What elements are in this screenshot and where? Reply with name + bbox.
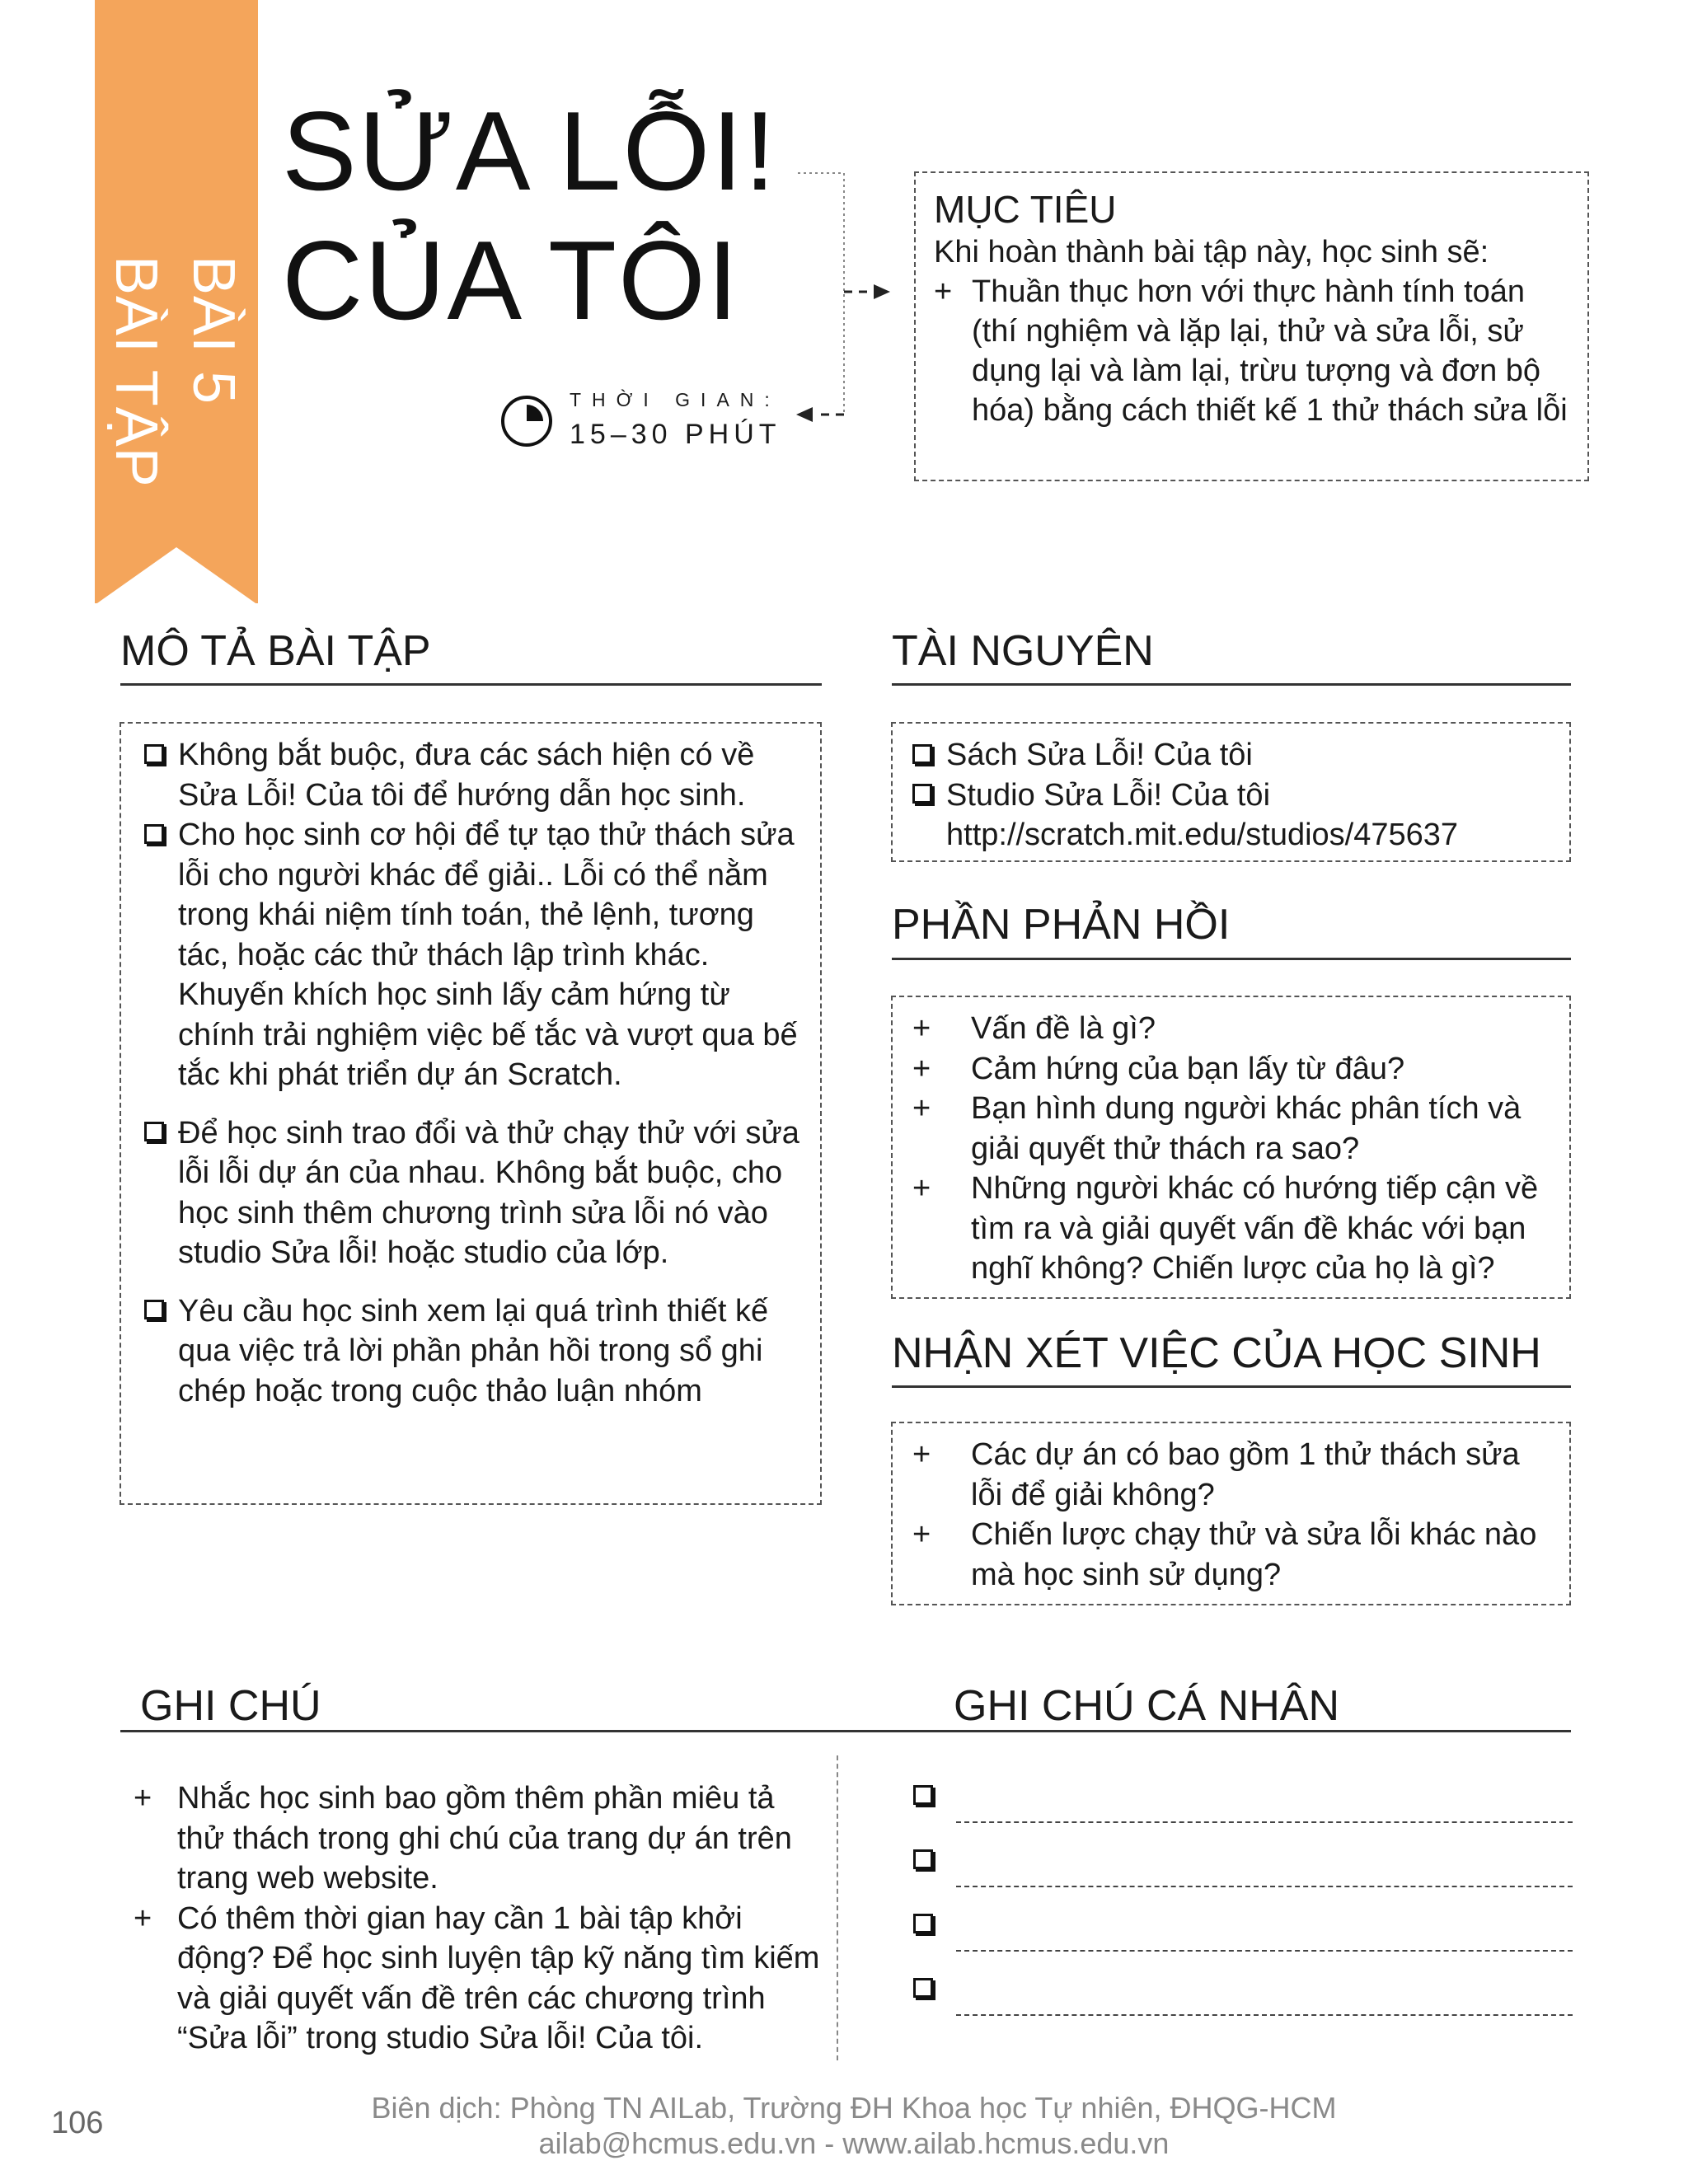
resource-item-text: Sách Sửa Lỗi! Của tôi (946, 738, 1253, 772)
resource-item-text: Studio Sửa Lỗi! Của tôi (946, 777, 1271, 813)
evaluation-box (891, 1422, 1571, 1605)
resources-heading: TÀI NGUYÊN (892, 627, 1154, 675)
description-box (120, 722, 822, 1505)
description-item-text: Để học sinh trao đổi và thử chạy thử với sửa lỗi lỗi dự án của nhau. Không bắt buộc, cho học sinh thêm chương trình sửa lỗi nó vào studio Sửa lỗi! hoặc studio của lớp. (178, 1115, 799, 1270)
description-item-text: Không bắt buộc, đưa các sách hiện có về Sửa Lỗi! Của tôi để hướng dẫn học sinh. (178, 738, 755, 813)
goal-item (934, 272, 1569, 430)
checkbox-icon (144, 824, 164, 844)
goal-title: MỤC TIÊU (934, 188, 1117, 231)
resources-box (891, 722, 1571, 862)
notes-rule (120, 1730, 1571, 1732)
plus-icon: + (934, 274, 953, 309)
list-item (144, 1291, 805, 1412)
notes-divider (837, 1755, 838, 2060)
plus-icon: + (912, 1051, 931, 1086)
goal-item-text: Thuần thục hơn với thực hành tính toán (thí nghiệm và lặp lại, thử và sửa lỗi, sử dụng lại và làm lại, trừu tượng và đơn bộ hóa) bằng cách thiết kế 1 thử thách sửa lỗi (972, 274, 1568, 428)
checkbox-icon (912, 744, 932, 764)
studio-link[interactable]: http://scratch.mit.edu/studios/475637 (946, 818, 1459, 852)
feedback-item-text: Cảm hứng của bạn lấy từ đâu? (971, 1051, 1405, 1086)
ribbon-lesson-number: BÀI 5 (181, 255, 246, 405)
list-item (912, 776, 1553, 855)
personal-note-line[interactable] (913, 1846, 1573, 1887)
evaluation-item-text: Các dự án có bao gồm 1 thử thách sửa lỗi để giải không? (971, 1437, 1520, 1512)
list-item (144, 735, 805, 815)
plus-icon: + (912, 1011, 931, 1046)
description-item-text: Yêu cầu học sinh xem lại quá trình thiết kế qua việc trả lời phần phản hồi trong sổ ghi chép hoặc trong cuộc thảo luận nhóm (178, 1293, 769, 1408)
notes-item-text: Nhắc học sinh bao gồm thêm phần miêu tả thử thách trong ghi chú của trang dự án trên trang web website. (177, 1781, 792, 1896)
evaluation-rule (892, 1385, 1571, 1388)
list-item (912, 1049, 1553, 1090)
description-heading: MÔ TẢ BÀI TẬP (120, 627, 431, 675)
resources-rule (892, 683, 1571, 686)
description-rule (120, 683, 822, 686)
time-value: 15–30 PHÚT (570, 419, 781, 450)
checkbox-icon (912, 784, 932, 804)
personal-note-line[interactable] (913, 1975, 1573, 2016)
checkbox-icon (144, 1122, 164, 1141)
footer-contact: ailab@hcmus.edu.vn - www.ailab.hcmus.edu.vn (538, 2126, 1170, 2160)
feedback-item-text: Vấn đề là gì? (971, 1011, 1156, 1046)
personal-notes-heading: GHI CHÚ CÁ NHÂN (954, 1682, 1340, 1730)
personal-note-line[interactable] (913, 1910, 1573, 1952)
plus-icon: + (134, 1781, 152, 1816)
feedback-item-text: Bạn hình dung người khác phân tích và giải quyết thử thách ra sao? (971, 1091, 1522, 1166)
list-item (144, 815, 805, 1095)
feedback-item-text: Những người khác có hướng tiếp cận về tìm ra và giải quyết vấn đề khác với bạn nghĩ không? Chiến lược của họ là gì? (971, 1171, 1539, 1286)
list-item (912, 1009, 1553, 1049)
checkbox-icon (144, 1300, 164, 1319)
checkbox-icon[interactable] (913, 1978, 933, 1998)
footer-credit: Biên dịch: Phòng TN AILab, Trường ĐH Khoa học Tự nhiên, ĐHQG-HCM (371, 2091, 1337, 2125)
list-item (134, 1779, 826, 1899)
title-line-2: CỦA TÔI (282, 218, 740, 343)
personal-note-line[interactable] (913, 1782, 1573, 1823)
list-item (912, 735, 1553, 776)
feedback-rule (892, 958, 1571, 960)
feedback-heading: PHẦN PHẢN HỒI (892, 901, 1231, 949)
evaluation-item-text: Chiến lược chạy thử và sửa lỗi khác nào mà học sinh sử dụng? (971, 1517, 1537, 1592)
plus-icon: + (912, 1091, 931, 1126)
notes-list (134, 1779, 826, 2059)
checkbox-icon[interactable] (913, 1785, 933, 1805)
description-item-text: Cho học sinh cơ hội để tự tạo thử thách sửa lỗi cho người khác để giải.. Lỗi có thể nằm trong khái niệm tính toán, thẻ lệnh, tương tác, hoặc các thử thách lập trình khác. Khuyến khích học sinh lấy cảm hứng từ chính trải nghiệm việc bế tắc và vượt qua bế tắc khi phát triển dự án Scratch. (178, 818, 798, 1092)
title-line-1: SỬA LỖI! (282, 88, 777, 213)
feedback-box (891, 996, 1571, 1299)
list-item (912, 1169, 1553, 1289)
plus-icon: + (912, 1437, 931, 1472)
list-item (912, 1515, 1553, 1595)
checkbox-icon (144, 744, 164, 764)
ribbon-lesson-type: BÀI TẬP (103, 255, 169, 488)
list-item (912, 1435, 1553, 1515)
list-item (144, 1113, 805, 1273)
notes-item-text: Có thêm thời gian hay cần 1 bài tập khởi động? Để học sinh luyện tập kỹ năng tìm kiếm và giải quyết vấn đề trên các chương trình “Sửa lỗi” trong studio Sửa lỗi! Của tôi. (177, 1900, 820, 2055)
evaluation-heading: NHẬN XÉT VIỆC CỦA HỌC SINH (892, 1329, 1541, 1377)
time-label: THỜI GIAN: (570, 389, 781, 410)
checkbox-icon[interactable] (913, 1849, 933, 1869)
list-item (912, 1089, 1553, 1169)
checkbox-icon[interactable] (913, 1914, 933, 1933)
plus-icon: + (134, 1900, 152, 1936)
plus-icon: + (912, 1517, 931, 1552)
notes-heading: GHI CHÚ (140, 1682, 321, 1730)
goal-intro: Khi hoàn thành bài tập này, học sinh sẽ: (934, 235, 1489, 269)
goal-box (914, 171, 1589, 481)
page-number: 106 (51, 2106, 104, 2140)
plus-icon: + (912, 1171, 931, 1206)
list-item (134, 1899, 826, 2059)
